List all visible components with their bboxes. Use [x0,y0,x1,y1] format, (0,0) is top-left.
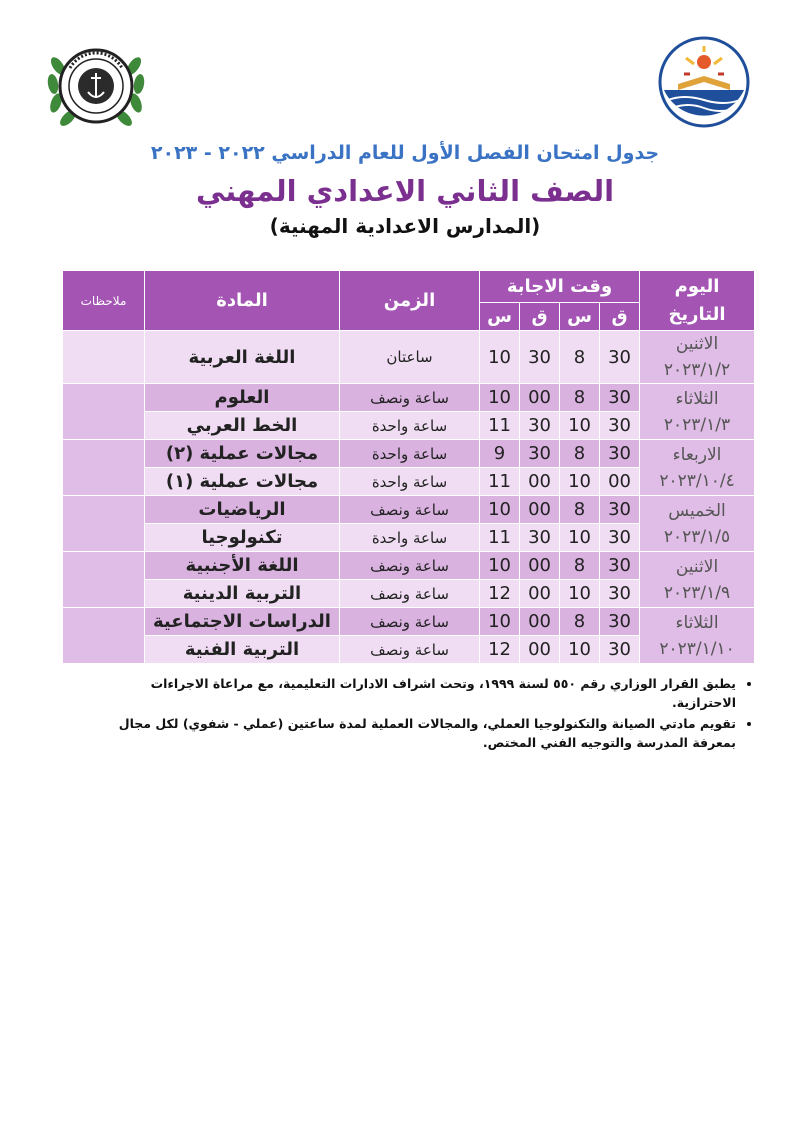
duration-cell: ساعة واحدة [340,440,480,468]
table-row [63,331,755,384]
from-hour-cell: 8 [560,384,600,412]
subject-cell: مجالات عملية (٢) [145,440,340,468]
day-date-cell: الخميس ٢٠٢٣/١/٥ [640,496,755,552]
education-directorate-logo [654,34,754,134]
duration-cell: ساعة ونصف [340,636,480,664]
day-date-header: اليوم التاريخ [640,271,755,331]
notes-cell [63,552,145,608]
notes-list [96,674,758,754]
duration-cell: ساعة واحدة [340,524,480,552]
from-hour-cell: 8 [560,496,600,524]
to-minute-cell: 00 [520,468,560,496]
to-minute-cell: 00 [520,636,560,664]
from-minute-cell: 30 [600,496,640,524]
subject-cell: التربية الدينية [145,580,340,608]
day-date-cell: الثلاثاء ٢٠٢٣/١/١٠ [640,608,755,664]
to-minute-cell: 30 [520,331,560,384]
from-hour-cell: 10 [560,412,600,440]
subject-cell: الخط العربي [145,412,340,440]
from-hour-cell: 10 [560,580,600,608]
notes-cell [63,608,145,664]
notes-cell [63,496,145,552]
from-minute-cell: 30 [600,384,640,412]
subject-cell: الرياضيات [145,496,340,524]
table-row [63,384,755,412]
from-hour-cell: 8 [560,608,600,636]
to-minute-header: ق [520,303,560,331]
to-hour-cell: 10 [480,608,520,636]
from-minute-cell: 30 [600,608,640,636]
subject-cell: الدراسات الاجتماعية [145,608,340,636]
to-hour-cell: 12 [480,580,520,608]
to-minute-cell: 30 [520,524,560,552]
exam-schedule-table [62,270,755,664]
to-hour-cell: 11 [480,524,520,552]
duration-cell: ساعة ونصف [340,608,480,636]
day-date-cell: الاثنين ٢٠٢٣/١/٩ [640,552,755,608]
from-minute-cell: 30 [600,524,640,552]
from-minute-cell: 30 [600,331,640,384]
table-row [63,440,755,468]
from-hour-cell: 8 [560,331,600,384]
to-hour-cell: 11 [480,468,520,496]
day-date-cell: الاربعاء ٢٠٢٣/١٠/٤ [640,440,755,496]
notes-cell [63,440,145,496]
subject-cell: تكنولوجيا [145,524,340,552]
notes-cell [63,384,145,440]
from-minute-cell: 30 [600,580,640,608]
to-hour-header: س [480,303,520,331]
subject-cell: مجالات عملية (١) [145,468,340,496]
duration-cell: ساعة ونصف [340,384,480,412]
note-item: • يطبق القرار الوزاري رقم ٥٥٠ لسنة ١٩٩٩، وتحت اشراف الادارات التعليمية، مع مراعاة الاجراءات الاحترازية. [96,674,736,712]
from-minute-cell: 30 [600,552,640,580]
to-hour-cell: 9 [480,440,520,468]
from-minute-cell: 30 [600,412,640,440]
from-hour-cell: 8 [560,552,600,580]
table-row [63,496,755,524]
to-minute-cell: 00 [520,384,560,412]
subject-cell: اللغة الأجنبية [145,552,340,580]
subject-header: المادة [145,271,340,331]
duration-cell: ساعة واحدة [340,468,480,496]
subject-cell: التربية الفنية [145,636,340,664]
subject-cell: العلوم [145,384,340,412]
to-hour-cell: 12 [480,636,520,664]
duration-cell: ساعة ونصف [340,580,480,608]
exam-schedule-title: جدول امتحان الفصل الأول للعام الدراسي ٢٠٢٢ - ٢٠٢٣ [150,142,660,164]
from-hour-header: س [560,303,600,331]
from-hour-cell: 10 [560,636,600,664]
duration-cell: ساعتان [340,331,480,384]
grade-title: الصف الثاني الاعدادي المهني [195,174,615,208]
note-item: • تقويم مادتي الصيانة والتكنولوجيا العملي، والمجالات العملية لمدة ساعتين (عملي - شفوي) لكل مجال بمعرفة المدرسة والتوجيه الفني المختص. [96,714,736,752]
to-hour-cell: 10 [480,331,520,384]
to-hour-cell: 10 [480,552,520,580]
schools-subtitle: (المدارس الاعدادية المهنية) [269,214,541,238]
from-hour-cell: 10 [560,524,600,552]
to-minute-cell: 00 [520,552,560,580]
day-date-cell: الاثنين ٢٠٢٣/١/٢ [640,331,755,384]
duration-header: الزمن [340,271,480,331]
to-minute-cell: 30 [520,440,560,468]
to-hour-cell: 10 [480,496,520,524]
to-hour-cell: 11 [480,412,520,440]
day-date-cell: الثلاثاء ٢٠٢٣/١/٣ [640,384,755,440]
duration-cell: ساعة واحدة [340,412,480,440]
from-hour-cell: 10 [560,468,600,496]
to-minute-cell: 30 [520,412,560,440]
notes-header: ملاحظات [63,271,145,331]
from-minute-cell: 00 [600,468,640,496]
from-minute-cell: 30 [600,636,640,664]
to-minute-cell: 00 [520,496,560,524]
header-row-1 [63,271,755,303]
duration-cell: ساعة ونصف [340,552,480,580]
from-minute-header: ق [600,303,640,331]
from-hour-cell: 8 [560,440,600,468]
table-row [63,552,755,580]
table-row [63,608,755,636]
subject-cell: اللغة العربية [145,331,340,384]
to-hour-cell: 10 [480,384,520,412]
governorate-seal-logo [44,36,148,136]
to-minute-cell: 00 [520,580,560,608]
answer-time-header: وقت الاجابة [480,271,640,303]
duration-cell: ساعة ونصف [340,496,480,524]
to-minute-cell: 00 [520,608,560,636]
notes-cell [63,331,145,384]
from-minute-cell: 30 [600,440,640,468]
